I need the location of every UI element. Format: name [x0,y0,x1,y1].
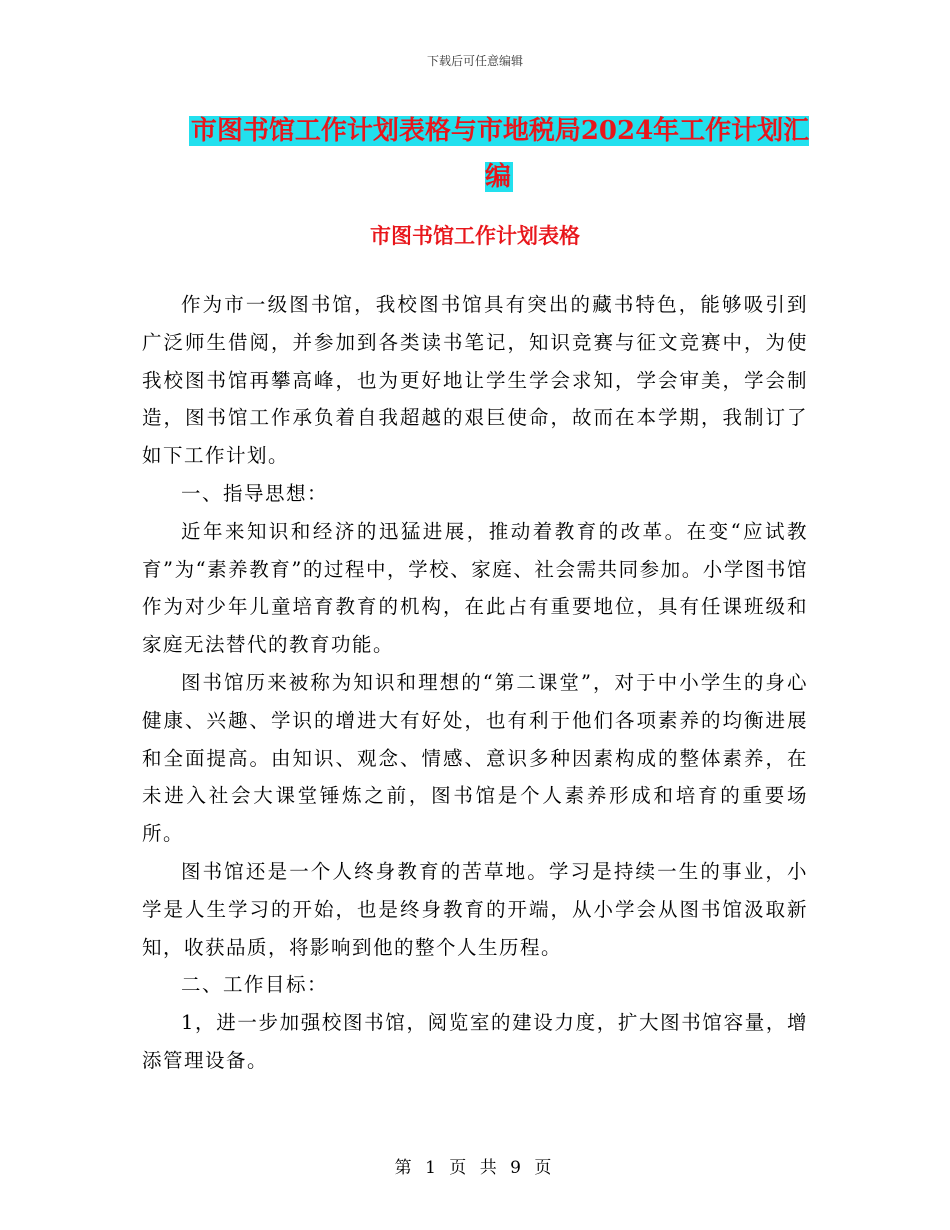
paragraph-lifelong-learning: 图书馆还是一个人终身教育的苦草地。学习是持续一生的事业，小学是人生学习的开始，也是终身教育的开端，从小学会从图书馆汲取新知，收获品质，将影响到他的整个人生历程。 [142,859,808,959]
header-note: 下载后可任意编辑 [426,54,523,68]
section-title: 市图书馆工作计划表格 [370,223,580,248]
paragraph-second-classroom: 图书馆历来被称为知识和理想的“第二课堂”，对于中小学生的身心健康、兴趣、学识的增进大有好处，也有利于他们各项素养的均衡进展和全面提高。由知识、观念、情感、意识多种因素构成的整体素养，在未进入社会大课堂锤炼之前，图书馆是个人素养形成和培育的重要场所。 [142,670,808,846]
heading-work-goals: 二、工作目标： [181,973,329,997]
paragraph-goal-1: 1，进一步加强校图书馆，阅览室的建设力度，扩大图书馆容量，增添管理设备。 [142,1011,808,1072]
page-footer: 第 1 页 共 9 页 [394,1158,556,1178]
document-title [188,108,810,200]
paragraph-intro: 作为市一级图书馆，我校图书馆具有突出的藏书特色，能够吸引到广泛师生借阅，并参加到各类读书笔记，知识竞赛与征文竞赛中，为使我校图书馆再攀高峰，也为更好地让学生学会求知，学会审美，学会制造，图书馆工作承负着自我超越的艰巨使命，故而在本学期，我制订了如下工作计划。 [142,293,808,468]
document-title-text: 市图书馆工作计划表格与市地税局2024年工作计划汇编 [190,116,810,192]
heading-guiding-ideology: 一、指导思想： [181,481,329,505]
body-text [142,286,808,1080]
paragraph-education-reform: 近年来知识和经济的迅猛进展，推动着教育的改革。在变“应试教育”为“素养教育”的过程中，学校、家庭、社会需共同参加。小学图书馆作为对少年儿童培育教育的机构，在此占有重要地位，具有任课班级和家庭无法替代的教育功能。 [142,519,808,657]
